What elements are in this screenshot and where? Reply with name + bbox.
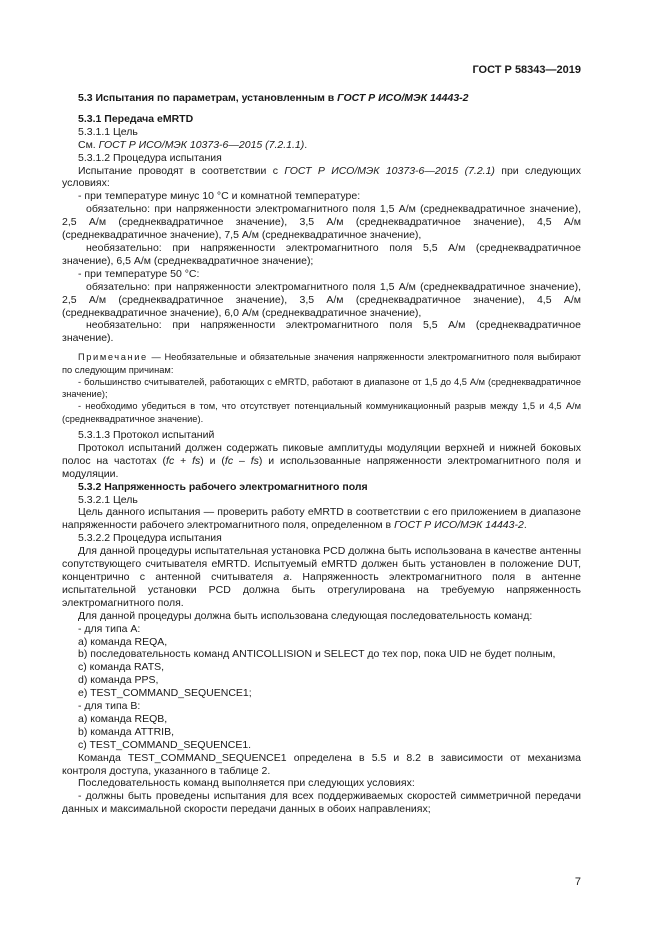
clause-5-3-2-2-p4: Последовательность команд выполняется при следующих условиях: <box>78 777 415 790</box>
document-header: ГОСТ Р 58343—2019 <box>472 64 581 76</box>
note <box>62 351 581 376</box>
condition-temp-1-mandatory: обязательно: при напряженности электромагнитного поля 1,5 А/м (среднеквадратичное значение), 2,5 А/м (среднеквадратичное значение), 3,5 А/м (среднеквадратичное значение), 4,5 А/м (среднеквадратичное значение), 7,5 А/м (среднеквадратичное значение), <box>62 203 581 242</box>
clause-5-3-1-3-text <box>62 442 581 481</box>
condition-temp-1: - при температуре минус 10 °С и комнатной температуре: <box>78 190 361 203</box>
clause-5-3-1-1: 5.3.1.1 Цель <box>78 125 138 138</box>
heading-text: 5.3 Испытания по параметрам, установленным в <box>78 92 338 104</box>
text: Для данной процедуры испытательная установка PCD должна быть использована в качестве антенны сопутствующего считывателя eMRTD. Испытуемый eMRTD должен быть установлен в положение DUT, концентрично с антенной считывателя <box>62 545 581 583</box>
formula-var: fc <box>224 454 234 467</box>
condition-temp-2-mandatory: обязательно: при напряженности электромагнитного поля 1,5 А/м (среднеквадратичное значение), 2,5 А/м (среднеквадратичное значение), 3,5 А/м (среднеквадратичное значение), 4,5 А/м (среднеквадратичное значение), 6,0 А/м (среднеквадратичное значение), <box>62 280 581 319</box>
clause-5-3-2-1-text <box>62 506 581 532</box>
list-item: c) TEST_COMMAND_SEQUENCE1. <box>78 738 252 751</box>
standard-reference: ГОСТ Р ИСО/МЭК 14443-2 <box>337 92 469 104</box>
clause-5-3-1-3: 5.3.1.3 Протокол испытаний <box>78 429 215 441</box>
section-5-3-2-heading: 5.3.2 Напряженность рабочего электромагнитного поля <box>78 480 368 493</box>
standard-reference: ГОСТ Р ИСО/МЭК 14443-2 <box>394 519 524 532</box>
list-item: b) последовательность команд ANTICOLLISION и SELECT до тех пор, пока UID не будет полным, <box>78 648 556 661</box>
clause-5-3-1-2-text <box>62 165 581 191</box>
section-5-3-heading <box>62 92 581 105</box>
type-b-label: - для типа В: <box>78 700 141 713</box>
clause-5-3-2-2: 5.3.2.2 Процедура испытания <box>78 532 222 545</box>
text: ) и использованные напряженности электромагнитного поля и модуляции. <box>62 454 582 480</box>
list-item: e) TEST_COMMAND_SEQUENCE1; <box>78 687 252 700</box>
list-item: а) команда REQA, <box>78 635 168 648</box>
clause-5-3-2-2-p3: Команда TEST_COMMAND_SEQUENCE1 определена в 5.5 и 8.2 в зависимости от механизма контроля доступа, указанного в таблице 2. <box>62 751 581 777</box>
clause-5-3-1-1-text <box>62 139 581 152</box>
text: Цель данного испытания — проверить работу eMRTD в соответствии с его приложением в диапазоне напряженности рабочего электромагнитного поля, определенном в <box>62 506 581 532</box>
text: . <box>523 519 527 532</box>
condition-temp-2: - при температуре 50 °С: <box>78 267 200 280</box>
text: Испытание проводят в соответствии с <box>78 164 285 177</box>
section-5-3-1-heading: 5.3.1 Передача eMRTD <box>78 112 194 125</box>
clause-5-3-1-2: 5.3.1.2 Процедура испытания <box>78 151 222 164</box>
list-item: b) команда ATTRIB, <box>78 725 175 738</box>
note-item-1: - большинство считывателей, работающих с eMRTD, работают в диапазоне от 1,5 до 4,5 А/м (среднеквадратичное значение); <box>62 376 581 400</box>
formula-var: fc <box>166 454 175 467</box>
formula-var: a <box>283 570 290 583</box>
text: См. <box>78 138 99 151</box>
text: + <box>174 454 193 467</box>
type-a-label: - для типа А: <box>78 622 141 635</box>
text: – <box>233 454 251 467</box>
standard-reference: ГОСТ Р ИСО/МЭК 10373-6—2015 (7.2.1.1) <box>98 138 305 151</box>
note-text: — Необязательные и обязательные значения напряженности электромагнитного поля выбирают по следующим причинам: <box>62 352 581 375</box>
note-label: Примечание <box>78 352 148 363</box>
text: . <box>304 138 308 151</box>
text: Протокол испытаний должен содержать пиковые амплитуды модуляции верхней и нижней боковых полос на частотах ( <box>62 441 581 467</box>
clause-5-3-2-2-p5: - должны быть проведены испытания для всех поддерживаемых скоростей симметричной передачи данных и максимальной скорости передачи данных в обоих направлениях; <box>62 790 581 816</box>
text: при следующих условиях: <box>62 164 581 190</box>
text: . Напряженность электромагнитного поля в антенне испытательной установки PCD должна быть отрегулирована на требуемую напряженность электромагнитного поля. <box>62 570 581 609</box>
standard-reference: ГОСТ Р ИСО/МЭК 10373-6—2015 (7.2.1) <box>284 164 495 177</box>
clause-5-3-2-2-p2: Для данной процедуры должна быть использована следующая последовательность команд: <box>78 609 533 622</box>
clause-5-3-2-1: 5.3.2.1 Цель <box>78 493 138 506</box>
clause-5-3-2-2-p1 <box>62 545 581 610</box>
list-item: d) команда PPS, <box>78 674 159 687</box>
text: ) и ( <box>200 454 225 467</box>
formula-var: fs <box>250 454 259 467</box>
condition-temp-1-optional: необязательно: при напряженности электромагнитного поля 5,5 А/м (среднеквадратичное значение), 6,5 А/м (среднеквадратичное значение); <box>62 241 581 267</box>
formula-var: fs <box>192 454 201 467</box>
condition-temp-2-optional: необязательно: при напряженности электромагнитного поля 5,5 А/м (среднеквадратичное значение). <box>62 319 581 345</box>
list-item: а) команда REQB, <box>78 712 168 725</box>
page-number: 7 <box>574 876 581 888</box>
note-item-2: - необходимо убедиться в том, что отсутствует потенциальный коммуникационный разрыв между 1,5 и 4,5 А/м (среднеквадратичное значение). <box>62 401 581 424</box>
list-item: c) команда RATS, <box>78 661 165 674</box>
document-body <box>62 92 581 816</box>
